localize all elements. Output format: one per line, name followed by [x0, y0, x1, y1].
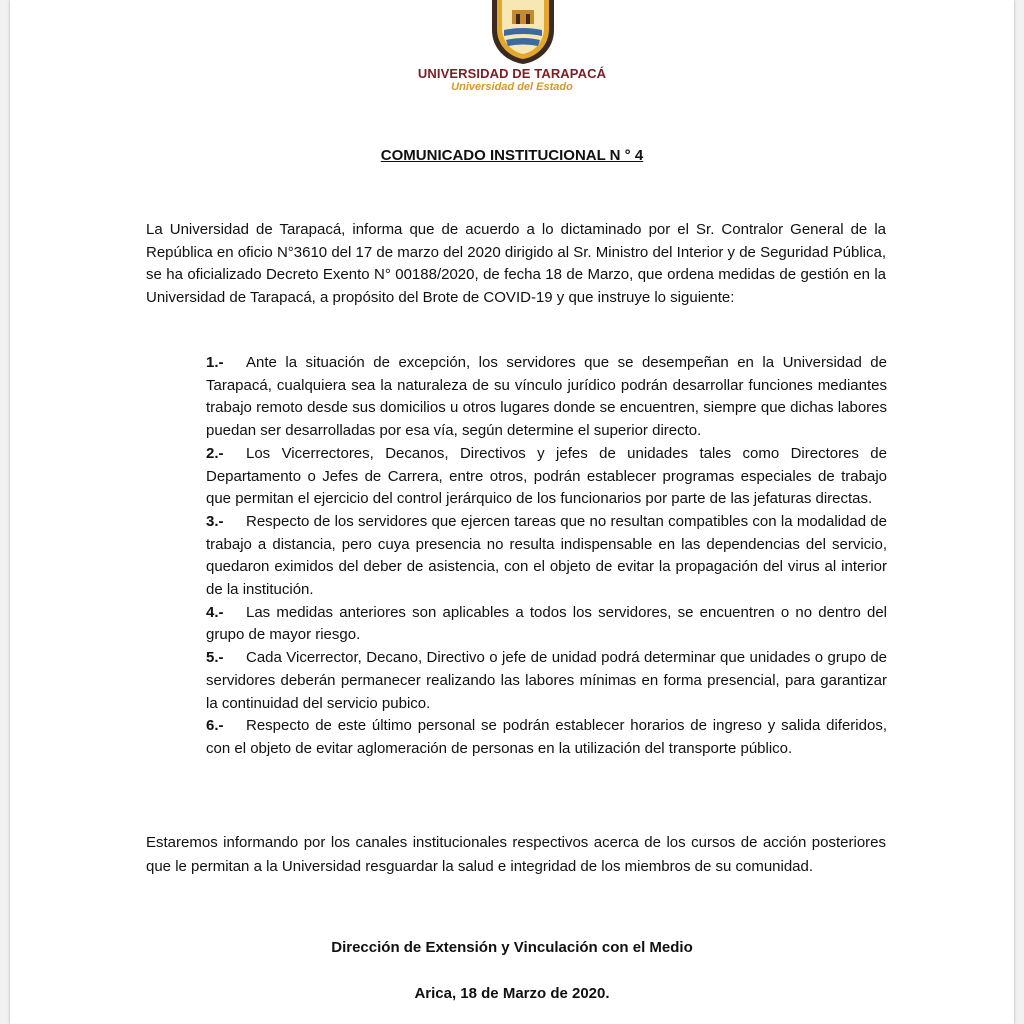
closing-paragraph: Estaremos informando por los canales institucionales respectivos acerca de los cursos de acción posteriores que le permitan a la Universidad resguardar la salud e integridad de los miembros de su comunidad.	[146, 834, 886, 875]
list-item	[206, 443, 887, 511]
item-text: Respecto de este último personal se podrán establecer horarios de ingreso y salida diferidos, con el objeto de evitar aglomeración de personas en la utilización del transporte público.	[206, 717, 887, 757]
signature-line: Dirección de Extensión y Vinculación con el Medio	[331, 939, 693, 956]
list-item	[206, 352, 887, 443]
item-text: Cada Vicerrector, Decano, Directivo o jefe de unidad podrá determinar que unidades o grupo de servidores deberán permanecer realizando las labores mínimas en forma presencial, para garantizar la continuidad del servicio pubico.	[206, 649, 887, 712]
item-text: Las medidas anteriores son aplicables a todos los servidores, se encuentren o no dentro del grupo de mayor riesgo.	[206, 603, 887, 644]
document-title: COMUNICADO INSTITUCIONAL N ° 4	[380, 147, 644, 164]
university-crest-icon	[488, 0, 558, 64]
list-item	[206, 511, 887, 602]
item-text: Respecto de los servidores que ejercen tareas que no resultan compatibles con la modalidad de trabajo a distancia, pero cuya presencia no resulta indispensable en las dependencias del servicio, quedaron eximidos del deber de asistencia, con el objeto de evitar la propagación del virus al interior de la institución.	[206, 512, 887, 599]
university-subtitle: Universidad del Estado	[451, 81, 573, 93]
list-item	[206, 715, 887, 760]
list-item	[206, 602, 887, 647]
document-page	[10, 0, 1014, 1024]
item-number: 6.-	[206, 717, 224, 735]
university-name: UNIVERSIDAD DE TARAPACÁ	[417, 66, 607, 81]
date-line: Arica, 18 de Marzo de 2020.	[414, 985, 610, 1002]
list-item	[206, 647, 887, 715]
item-number: 1.-	[206, 354, 224, 371]
item-text: Ante la situación de excepción, los servidores que se desempeñan en la Universidad de Tarapacá, cualquiera sea la naturaleza de su vínculo jurídico podrán desarrollar funciones mediantes trabajo remoto desde sus domicilios u otros lugares donde se encuentren, siempre que dichas labores puedan ser desarrolladas por esa vía, según determine el superior directo.	[206, 354, 887, 440]
item-text: Los Vicerrectores, Decanos, Directivos y jefes de unidades tales como Directores de Departamento o Jefes de Carrera, entre otros, podrán establecer programas especiales de trabajo que permitan el ejercicio del control jerárquico de los funcionarios por parte de las jefaturas directas.	[206, 444, 887, 508]
item-number: 3.-	[206, 512, 224, 530]
intro-paragraph: La Universidad de Tarapacá, informa que de acuerdo a lo dictaminado por el Sr. Contralor General de la República en oficio N°3610 del 17 de marzo del 2020 dirigido al Sr. Ministro del Interior y de Seguridad Pública, se ha oficializado Decreto Exento N° 00188/2020, de fecha 18 de Marzo, que ordena medidas de gestión en la Universidad de Tarapacá, a propósito del Brote de COVID-19 y que instruye lo siguiente:	[146, 221, 886, 307]
measures-list	[206, 352, 887, 761]
item-number: 2.-	[206, 444, 224, 462]
item-number: 4.-	[206, 603, 224, 621]
item-number: 5.-	[206, 649, 224, 667]
